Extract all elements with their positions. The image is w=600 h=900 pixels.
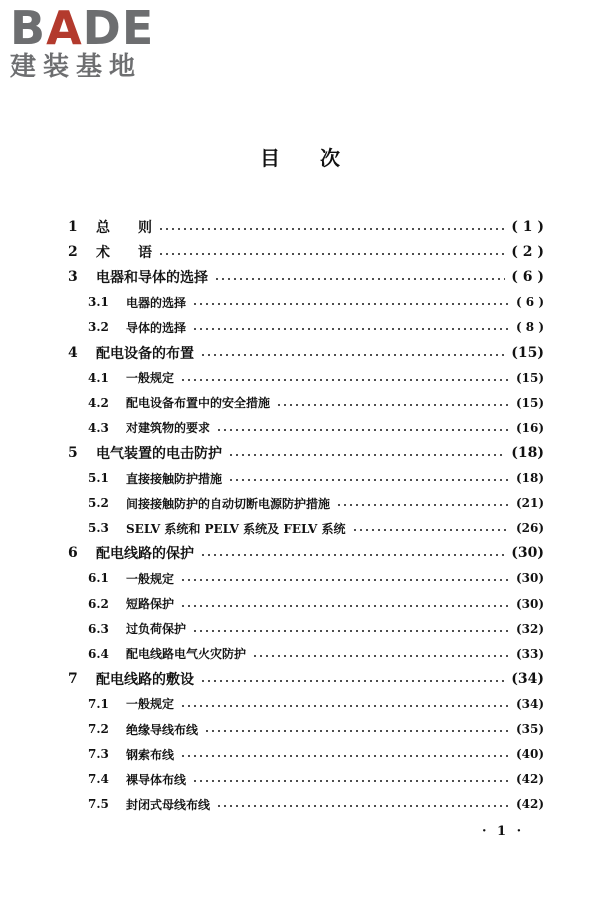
toc-entry-number: 6.3 [88,621,109,636]
toc-entry-page: (40) [515,747,544,762]
dot-leader [180,579,510,581]
toc-entry-label: 配电线路的保护 [96,546,194,563]
dot-leader [216,429,510,431]
toc-entry-number: 5.2 [88,496,109,511]
toc-entry-label: 配电设备布置中的安全措施 [126,396,271,411]
toc-entry[interactable] [68,693,544,715]
toc-entry-label: 电气装置的电击防护 [96,445,222,462]
toc-entry-label: 术 语 [96,245,152,262]
toc-entry[interactable] [68,542,544,564]
dot-leader [252,655,510,657]
toc-entry-number: 3.2 [88,320,109,335]
toc-entry-page: (34) [515,696,544,711]
toc-entry-number: 6 [68,545,78,562]
dot-leader [336,504,510,506]
toc-entry-label: 裸导体布线 [126,772,187,787]
toc-entry-page: (42) [515,797,544,812]
logo-wordmark: BADE [10,1,155,55]
toc-entry-page: ( 6 ) [511,269,544,286]
toc-entry[interactable] [68,417,544,439]
toc-entry-label: 配电线路的敷设 [96,671,194,688]
toc-entry[interactable] [68,266,544,288]
dot-leader [228,479,510,481]
toc-entry-number: 7.5 [88,797,109,812]
toc-entry-page: ( 1 ) [511,219,544,235]
dot-leader [180,705,510,707]
toc-entry-number: 7.2 [88,722,109,736]
toc-entry[interactable] [68,668,544,690]
toc-entry[interactable] [68,593,544,615]
toc-entry-page: (15) [511,344,544,361]
toc-entry-number: 4.1 [88,370,109,385]
toc-entry[interactable] [68,718,544,740]
toc-entry[interactable] [68,342,544,364]
dot-leader [352,529,510,531]
toc-entry-number: 4 [68,344,78,361]
page-title: 目次 [260,146,380,170]
dot-leader [180,755,510,757]
toc-entry-page: (30) [511,545,544,562]
dot-leader [200,554,505,556]
toc-entry[interactable] [68,793,544,815]
toc-entry-number: 4.3 [88,420,109,435]
toc-entry-number: 7.1 [88,696,109,711]
toc-entry-number: 2 [68,244,78,261]
toc-entry-label: 一般规定 [126,697,175,712]
toc-entry[interactable] [68,467,544,489]
toc-entry-label: 直接接触防护措施 [126,471,223,486]
logo-subtitle: 建装基地 [10,52,143,82]
toc-entry-label: 电器和导体的选择 [96,270,208,287]
toc-entry-number: 3.1 [88,295,109,310]
toc-entry-number: 7 [68,670,78,687]
dot-leader [200,680,505,682]
dot-leader [228,454,505,456]
dot-leader [192,630,510,632]
toc-entry-label: 导体的选择 [126,320,187,335]
toc-entry-page: (21) [515,496,544,511]
toc-entry[interactable] [68,567,544,589]
dot-leader [158,228,505,230]
toc-entry-page: ( 8 ) [515,320,544,335]
toc-entry[interactable] [68,517,544,539]
toc-entry-label: 钢索布线 [126,747,175,762]
toc-entry-number: 6.1 [88,571,109,586]
dot-leader [192,303,510,305]
toc-entry[interactable] [68,743,544,765]
toc-entry-number: 1 [68,219,78,235]
toc-entry[interactable] [68,367,544,389]
dot-leader [200,354,505,356]
toc-entry-page: (18) [515,471,544,485]
toc-entry[interactable] [68,216,544,238]
toc-entry-page: (16) [515,420,544,435]
toc-entry[interactable] [68,392,544,414]
toc-entry-label: 一般规定 [126,571,175,586]
toc-entry-number: 3 [68,269,78,286]
toc-entry-number: 7.3 [88,747,109,762]
toc-entry-number: 7.4 [88,772,109,787]
toc-entry-label: 电器的选择 [126,295,187,310]
toc-entry-label: SELV 系统和 PELV 系统及 FELV 系统 [126,521,346,536]
dot-leader [216,805,510,807]
toc-entry-page: (30) [515,571,544,586]
toc-entry-label: 总 则 [96,220,152,236]
page-number: · 1 · [482,824,525,839]
dot-leader [180,379,510,381]
toc-entry-page: (18) [511,444,544,461]
toc-entry-label: 间接接触防护的自动切断电源防护措施 [126,496,331,511]
toc-entry-label: 对建筑物的要求 [126,421,211,436]
toc-entry-number: 6.4 [88,646,109,661]
dot-leader [192,780,510,782]
toc-entry-page: ( 6 ) [515,295,544,310]
toc-entry-number: 4.2 [88,395,109,410]
toc-entry-page: (42) [515,772,544,787]
toc-entry-label: 配电线路电气火灾防护 [126,647,247,662]
toc-entry[interactable] [68,492,544,514]
toc-entry-page: (33) [515,646,544,661]
toc-entry-page: (32) [515,621,544,636]
toc-entry-number: 5 [68,444,78,461]
toc-entry-label: 封闭式母线布线 [126,797,211,812]
toc-entry-label: 过负荷保护 [126,622,187,637]
dot-leader [158,253,505,255]
toc-entry[interactable] [68,316,544,338]
toc-entry-number: 5.1 [88,471,109,485]
toc-entry-label: 配电设备的布置 [96,345,194,362]
toc-entry-page: (30) [515,596,544,611]
toc-entry-number: 5.3 [88,521,109,536]
bade-logo [10,2,180,90]
dot-leader [180,605,510,607]
toc-entry-page: (15) [515,370,544,385]
dot-leader [214,278,505,280]
dot-leader [192,328,510,330]
toc-entry[interactable] [68,768,544,790]
toc-entry-page: (26) [515,521,544,536]
toc-entry-page: (35) [515,722,544,736]
toc-entry[interactable] [68,291,544,313]
toc-entry[interactable] [68,442,544,464]
dot-leader [204,730,510,732]
dot-leader [276,404,510,406]
toc-entry-label: 一般规定 [126,371,175,386]
toc-entry-page: (15) [515,395,544,410]
toc-entry[interactable] [68,618,544,640]
toc-entry-page: (34) [511,670,544,687]
toc-entry-label: 短路保护 [126,597,175,611]
toc-entry[interactable] [68,643,544,665]
toc-entry-label: 绝缘导线布线 [126,722,199,737]
logo-accent-letter: A [46,1,83,55]
toc-entry-number: 6.2 [88,596,109,611]
toc-entry-page: ( 2 ) [511,244,544,261]
toc-entry[interactable] [68,241,544,263]
